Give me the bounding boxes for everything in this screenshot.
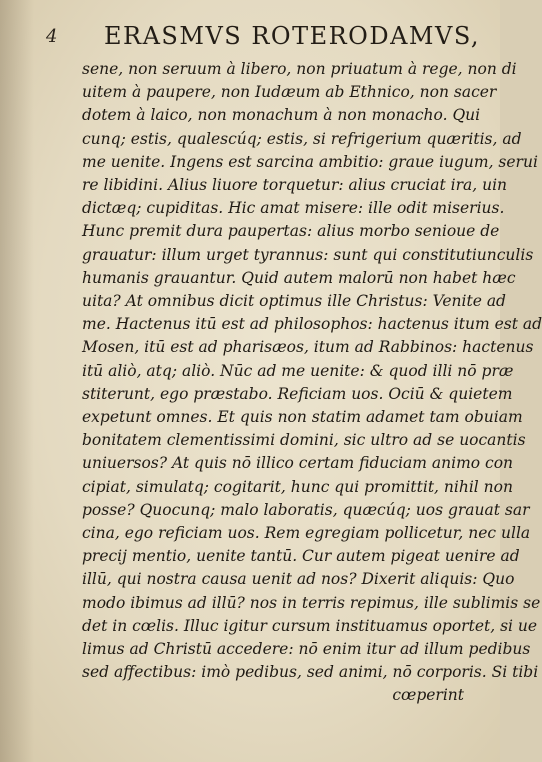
page-number: 4 (46, 26, 58, 47)
text-line: Hunc premit dura paupertas: alius morbo senioue de (82, 222, 500, 241)
text-line: uniuersos? At quis nō illico certam fiduciam animo con (82, 454, 514, 473)
page-header (40, 12, 480, 52)
text-line: modo ibimus ad illū? nos in terris repimus, ille sublimis se (82, 593, 541, 612)
text-line: uitem à paupere, non Iudæum ab Ethnico, non sacer (82, 83, 497, 102)
text-line: precij mentio, uenite tantū. Cur autem pigeat uenire ad (82, 547, 520, 566)
text-line: stiterunt, ego præstabo. Reficiam uos. Ociū & quietem (82, 384, 513, 403)
text-line: cina, ego reficiam uos. Rem egregiam pollicetur, nec ulla (82, 524, 531, 543)
text-line: dictæq; cupiditas. Hic amat misere: ille odit miserius. (82, 199, 505, 218)
running-head: ERASMVS ROTERODAMVS, (104, 22, 481, 50)
text-line: me. Hactenus itū est ad philosophos: hactenus itum est ad (82, 315, 542, 334)
text-line: posse? Quocunq; malo laboratis, quæcúq; uos grauat sar (82, 500, 530, 519)
text-line: grauatur: illum urget tyrannus: sunt qui constitutiunculis (82, 245, 534, 264)
text-line: illū, qui nostra causa uenit ad nos? Dixerit aliquis: Quo (82, 570, 515, 589)
text-line: itū aliò, atq; aliò. Nūc ad me uenite: & quod illi nō præ (82, 361, 514, 380)
text-line: expetunt omnes. Et quis non statim adamet tam obuiam (82, 408, 523, 427)
text-line: humanis grauantur. Quid autem malorū non habet hæc (82, 268, 516, 287)
text-line: dotem à laico, non monachum à non monacho. Qui (82, 106, 481, 125)
text-line: Mosen, itū est ad pharisæos, itum ad Rabbinos: hactenus (82, 338, 534, 357)
text-line: cipiat, simulatq; cogitarit, hunc qui promittit, nihil non (82, 477, 513, 496)
text-line: limus ad Christū accedere: nō enim itur ad illum pedibus (82, 640, 531, 659)
text-line: re libidini. Alius liuore torquetur: alius cruciat ira, uin (82, 176, 508, 195)
catchword: cœperint (392, 686, 464, 705)
text-line: uita? At omnibus dicit optimus ille Christus: Venite ad (82, 292, 506, 311)
body-text (82, 58, 542, 708)
text-line: det in cœlis. Illuc igitur cursum instituamus oportet, si ue (82, 616, 538, 635)
text-line: sene, non seruum à libero, non priuatum à rege, non di (82, 60, 517, 78)
text-line: me uenite. Ingens est sarcina ambitio: graue iugum, serui (82, 152, 538, 171)
text-line: cunq; estis, qualescúq; estis, si refrigerium quæritis, ad (82, 129, 522, 148)
gutter-shadow (0, 0, 34, 762)
text-line: bonitatem clementissimi domini, sic ultro ad se uocantis (82, 431, 526, 450)
text-line: sed affectibus: imò pedibus, sed animi, nō corporis. Si tibi (82, 663, 539, 682)
